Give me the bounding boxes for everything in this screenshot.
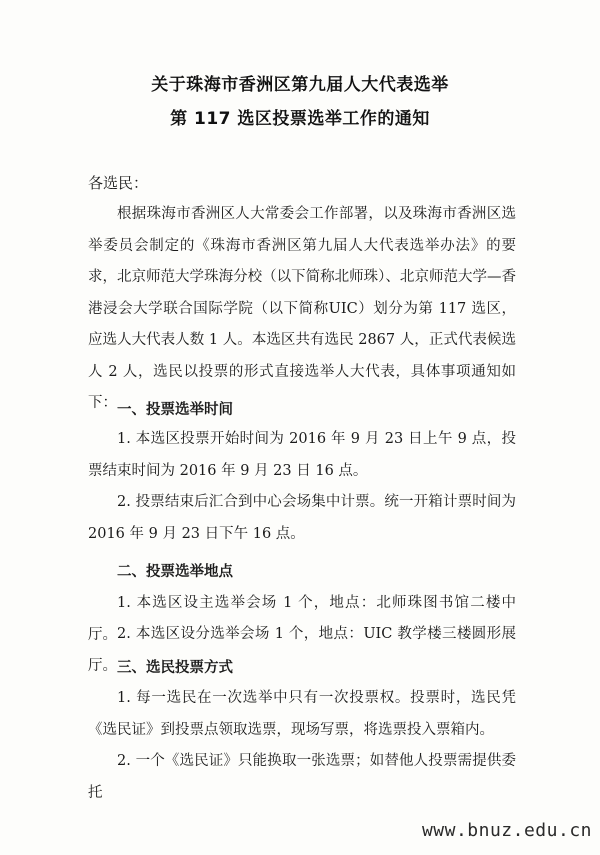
- site-watermark: www.bnuz.edu.cn: [421, 820, 592, 841]
- salutation: 各选民：: [88, 174, 149, 192]
- document-title-line-2: 第 117 选区投票选举工作的通知: [170, 109, 430, 129]
- voting-location-paragraph-1: 1. 本选区设主选举会场 1 个，地点：北师珠图书馆二楼中厅。: [88, 595, 516, 643]
- section-heading-voting-time: 一、投票选举时间: [117, 402, 233, 418]
- intro-paragraph: 根据珠海市香洲区人大常委会工作部署，以及珠海市香洲区选举委员会制定的《珠海市香洲区第九届人大代表选举办法》的要求，北京师范大学珠海分校（以下简称北师珠）、北京师范大学—香港浸会大学联合国际学院（以下简称UIC）划分为第 117 选区，应选人大代表人数 1 人。本选区共有选民 2867 人，正式代表候选人 2 人，选民以投票的形式直接选举人大代表，具体事项通知如下：: [88, 206, 516, 411]
- document-title-line-1: 关于珠海市香洲区第九届人大代表选举: [151, 75, 449, 95]
- voting-location-paragraph-2: 2. 本选区设分选举会场 1 个，地点：UIC 教学楼三楼圆形展厅。: [88, 626, 516, 674]
- voting-time-paragraph-1: 1. 本选区投票开始时间为 2016 年 9 月 23 日上午 9 点，投票结束时间为 2016 年 9 月 23 日 16 点。: [88, 431, 516, 479]
- section-heading-voting-location: 二、投票选举地点: [117, 564, 233, 580]
- voting-method-paragraph-2: 2. 一个《选民证》只能换取一张选票；如替他人投票需提供委托: [88, 753, 516, 801]
- section-heading-voting-method: 三、选民投票方式: [117, 660, 233, 676]
- voting-method-paragraph-1: 1. 每一选民在一次选举中只有一次投票权。投票时，选民凭《选民证》到投票点领取选票，现场写票，将选票投入票箱内。: [88, 690, 516, 738]
- voting-time-paragraph-2: 2. 投票结束后汇合到中心会场集中计票。统一开箱计票时间为 2016 年 9 月 23 日下午 16 点。: [88, 494, 516, 542]
